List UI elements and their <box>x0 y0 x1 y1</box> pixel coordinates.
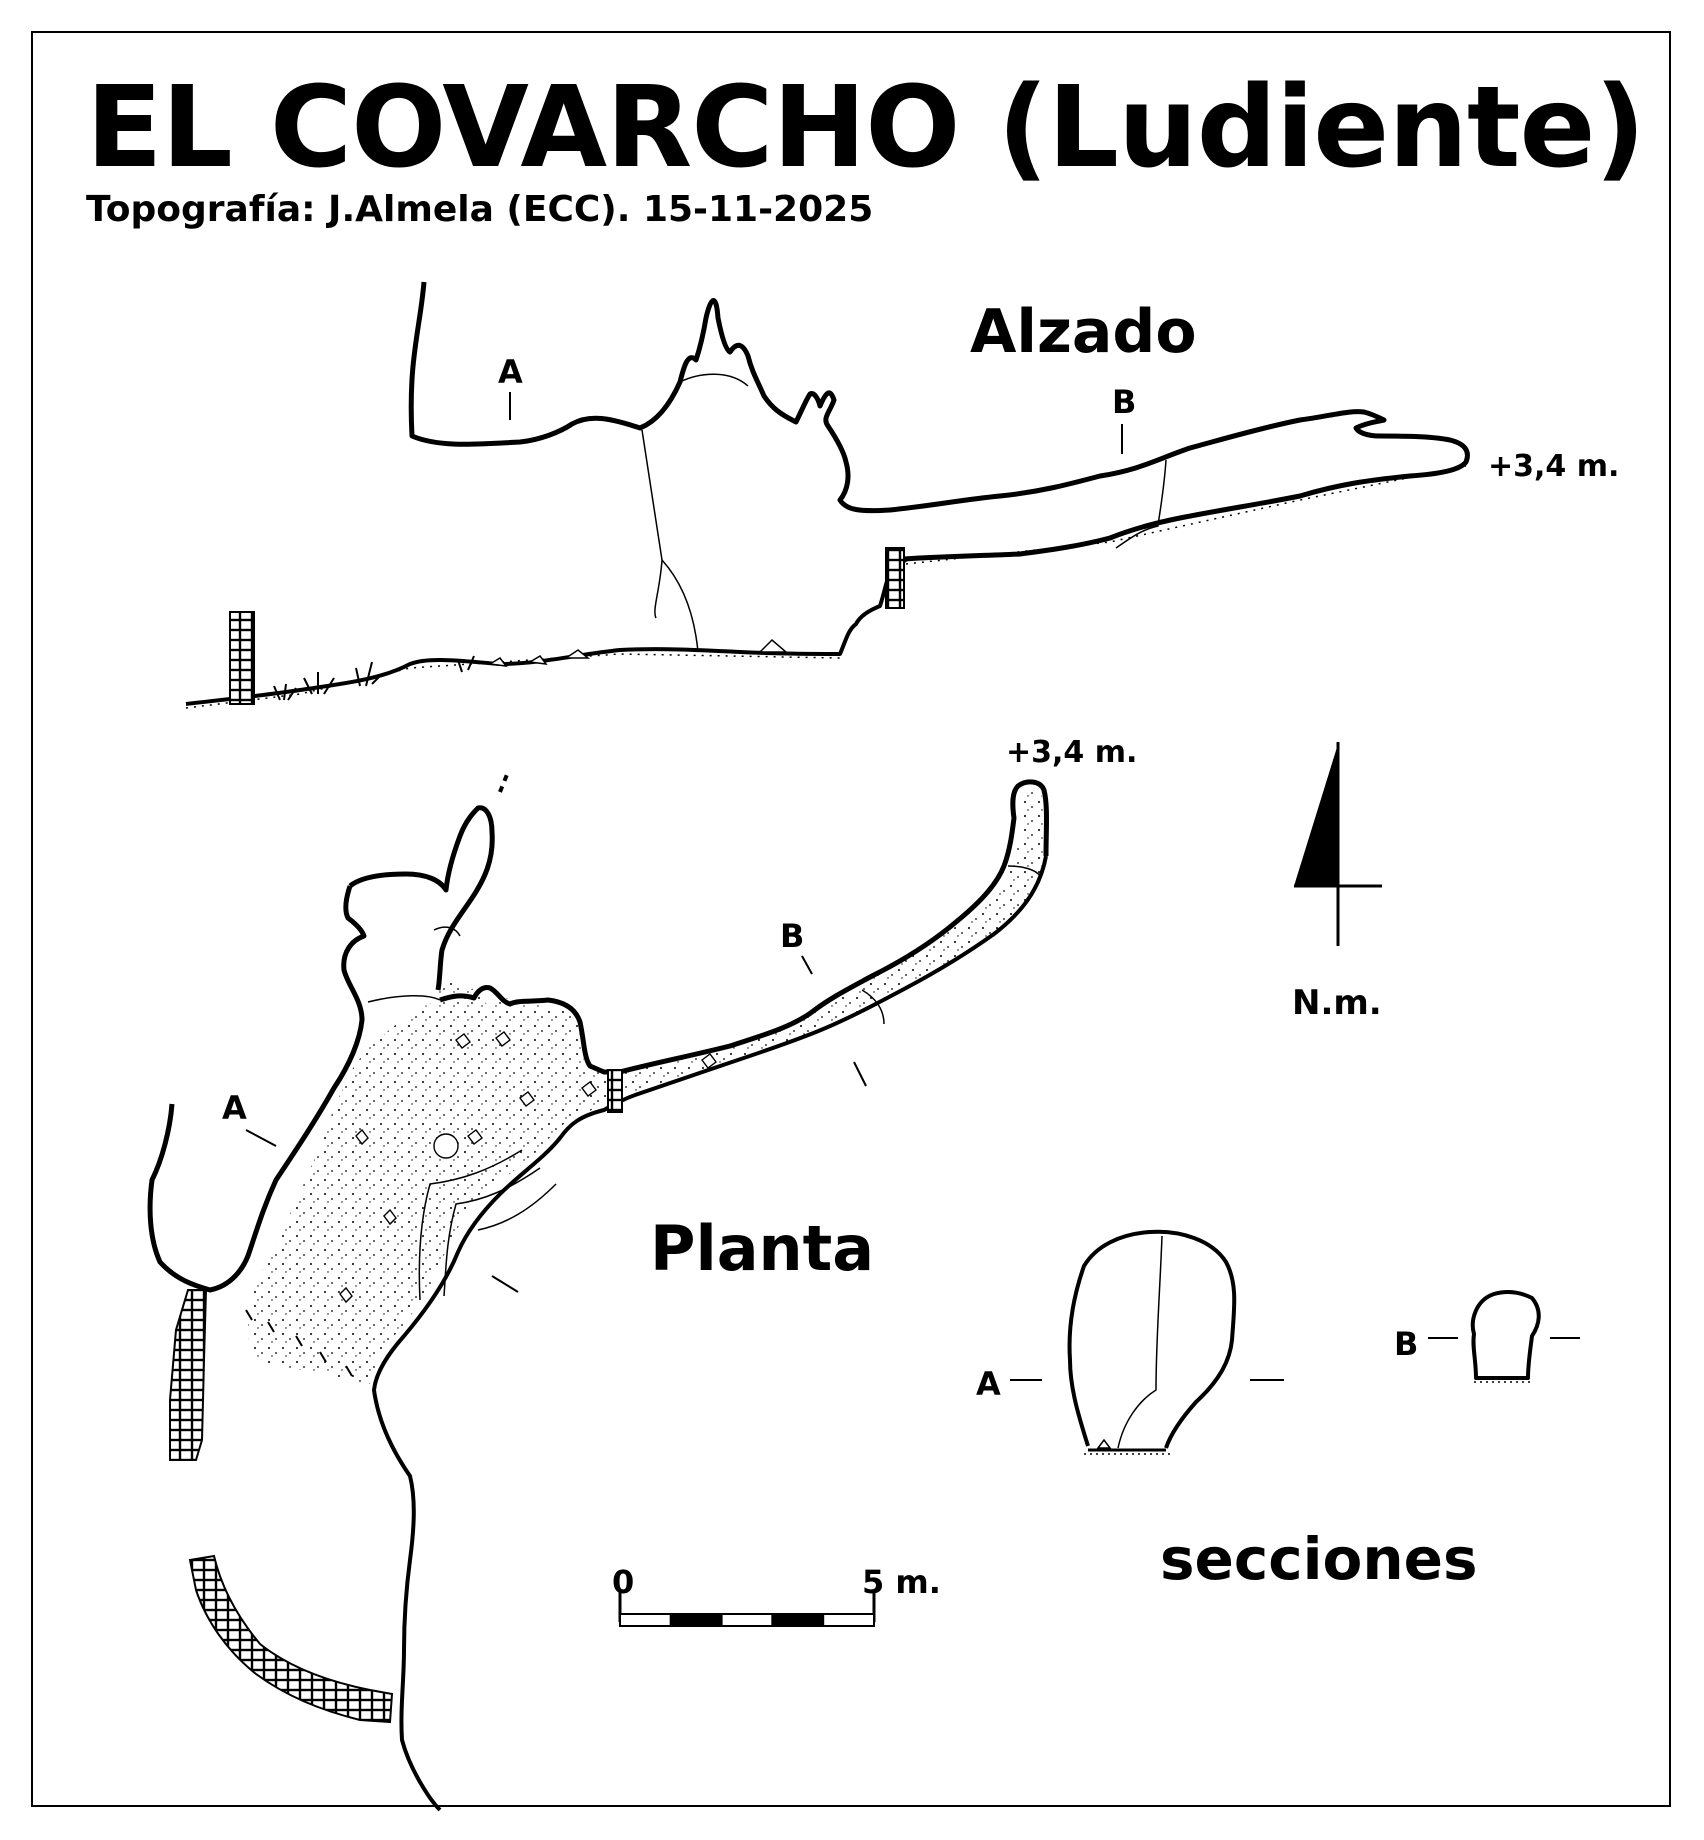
plan-section-a-marker: A <box>222 1089 247 1127</box>
elevation-profile <box>186 282 1467 708</box>
scale-bar <box>620 1590 874 1626</box>
sections-label: secciones <box>1160 1525 1478 1593</box>
elevation-section-b-marker: B <box>1112 383 1137 421</box>
scale-bar-segment <box>823 1614 874 1626</box>
cross-section-a <box>1010 1232 1284 1454</box>
plan-section-b-marker: B <box>780 917 805 955</box>
plan-view <box>150 772 1046 1810</box>
cave-title: EL COVARCHO (Ludiente) <box>86 63 1645 193</box>
plan-height-label: +3,4 m. <box>1006 735 1138 770</box>
plan-side-passage <box>350 808 492 990</box>
cross-section-b <box>1428 1292 1580 1382</box>
north-arrow-label: N.m. <box>1292 983 1382 1023</box>
section-b-label: B <box>1394 1325 1419 1363</box>
elevation-section-a-marker: A <box>498 353 523 391</box>
scale-bar-segment <box>620 1614 671 1626</box>
section-a-label: A <box>976 1365 1001 1403</box>
survey-credit: Topografía: J.Almela (ECC). 15-11-2025 <box>86 189 874 230</box>
scale-bar-segment <box>772 1614 823 1626</box>
north-arrow-icon <box>1294 742 1382 946</box>
scale-bar-start-label: 0 <box>612 1563 635 1601</box>
entrance-wall-left <box>230 612 254 704</box>
scale-bar-segment <box>671 1614 722 1626</box>
entrance-wall-south <box>190 1556 392 1722</box>
elevation-floor-line <box>186 560 906 704</box>
entrance-wall-west <box>170 1290 206 1460</box>
elevation-height-label: +3,4 m. <box>1488 449 1620 484</box>
passage-wall <box>608 1070 622 1112</box>
plan-label: Planta <box>650 1212 875 1285</box>
entrance-wall-step <box>886 548 904 608</box>
elevation-ceiling-line <box>411 282 1467 560</box>
scale-bar-end-label: 5 m. <box>862 1563 941 1601</box>
elevation-label: Alzado <box>970 297 1197 367</box>
scale-bar-segment <box>722 1614 773 1626</box>
